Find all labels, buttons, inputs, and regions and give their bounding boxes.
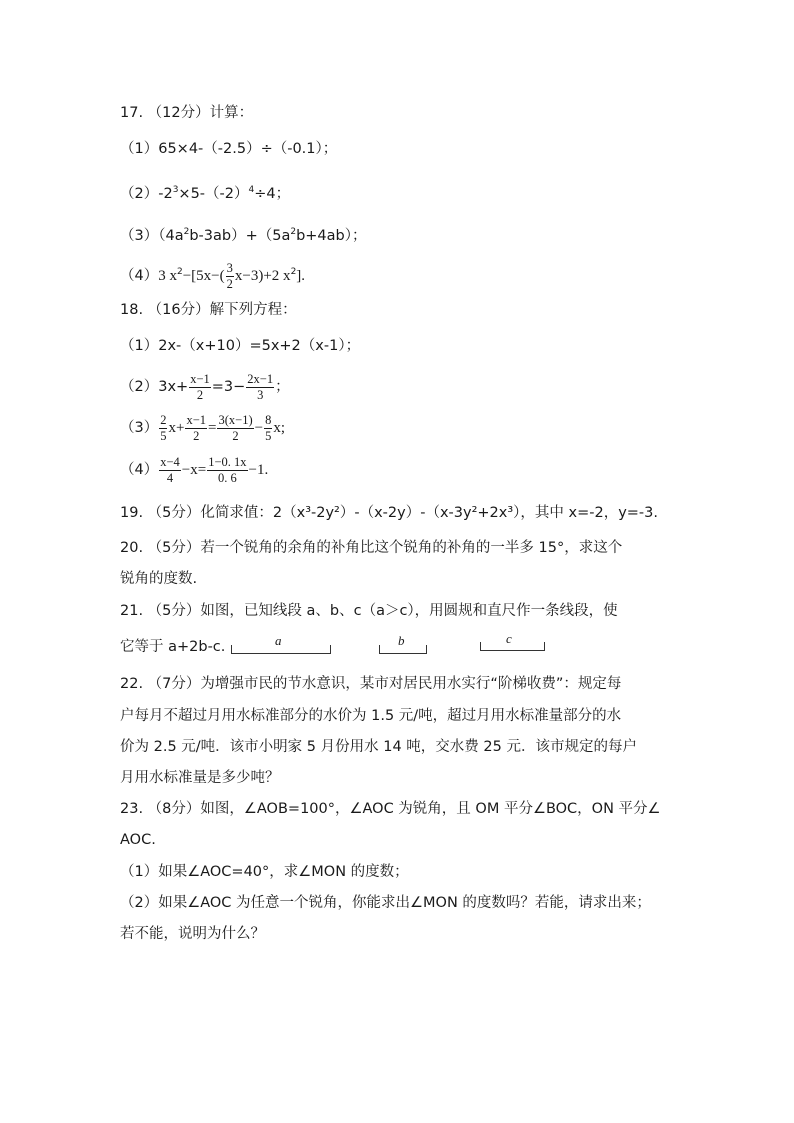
segment-c xyxy=(480,642,545,651)
q23-part1: （1）如果∠AOC=40°，求∠MON 的度数； xyxy=(120,864,409,880)
q18-part2-label: （2）3x+ xyxy=(120,379,189,395)
q20-line1: 20. （5分）若一个锐角的余角的补角比这个锐角的补角的一半多 15°，求这个 xyxy=(120,540,623,556)
q18-part3 xyxy=(120,411,285,445)
q17-part2-b: ×5-（-2） xyxy=(178,186,249,202)
q18-part3-minus: − xyxy=(254,420,264,436)
q17-part1: （1）65×4-（-2.5）÷（-0.1）； xyxy=(120,141,338,157)
q22-line4: 月用水标准量是多少吨？ xyxy=(120,770,280,786)
q23-part2-line1: （2）如果∠AOC 为任意一个锐角，你能求出∠MON 的度数吗？若能，请求出来； xyxy=(120,895,651,911)
frac-numerator: 2 xyxy=(160,412,167,427)
q17-part3-b: b-3ab）+（5a xyxy=(189,228,291,244)
frac-denominator: 2 xyxy=(226,276,233,291)
q18-part4-mid: −x= xyxy=(181,462,207,478)
frac-numerator: 2x−1 xyxy=(247,371,274,386)
q18-part4-label: （4） xyxy=(120,462,159,478)
q17-part4-frac xyxy=(226,261,234,292)
q18-part2-frac2 xyxy=(246,372,274,403)
q19: 19. （5分）化简求值：2（x³-2y²）-（x-2y）-（x-3y²+2x³），其中 x=-2，y=-3. xyxy=(120,505,658,521)
q18-part4 xyxy=(120,453,268,487)
frac-denominator: 0. 6 xyxy=(218,470,237,485)
frac-numerator: 3(x−1) xyxy=(218,412,253,427)
q23-line2: AOC. xyxy=(120,832,156,848)
frac-denominator: 5 xyxy=(160,428,167,443)
q18-part3-eq: = xyxy=(208,420,217,436)
frac-numerator: x−4 xyxy=(160,454,180,469)
q18-part3-frac3 xyxy=(217,413,253,444)
q18-part4-frac1 xyxy=(159,455,181,486)
q18-part3-frac1 xyxy=(159,413,167,444)
frac-denominator: 5 xyxy=(265,428,272,443)
q18-part4-frac2 xyxy=(207,455,247,486)
frac-denominator: 2 xyxy=(196,387,204,402)
q17-part2-exp: 3 xyxy=(172,185,179,195)
q17-part3-a: （3）（4a xyxy=(120,228,184,244)
q23-line1: 23. （8分）如图，∠AOB=100°，∠AOC 为锐角，且 OM 平分∠BOC，ON 平分∠ xyxy=(120,801,661,817)
q20-line2: 锐角的度数. xyxy=(120,571,198,587)
frac-numerator: 1−0. 1x xyxy=(208,454,247,469)
q17-part4-label: （4） xyxy=(120,268,159,284)
q18-title: 18. （16分）解下列方程： xyxy=(120,302,297,318)
q17-part3 xyxy=(120,222,367,246)
segment-c-label: c xyxy=(506,631,512,646)
q17-part4-c: x−3)+2 x xyxy=(234,268,291,284)
frac-denominator: 3 xyxy=(257,387,264,402)
frac-denominator: 2 xyxy=(193,428,200,443)
q18-part2-end: ； xyxy=(275,379,290,395)
q18-part3-frac4 xyxy=(264,413,272,444)
q18-part1: （1）2x-（x+10）=5x+2（x-1）； xyxy=(120,338,361,354)
q18-part2 xyxy=(120,370,290,404)
segment-b-label: b xyxy=(398,633,405,648)
q21-line2: 它等于 a+2b-c. xyxy=(120,639,226,655)
q17-part4-d: ]. xyxy=(296,268,306,284)
frac-numerator: 3 xyxy=(226,260,233,275)
q17-part2-a: （2）-2 xyxy=(120,186,173,202)
frac-numerator: x−1 xyxy=(190,371,210,386)
q17-part2-exp2: 4 xyxy=(248,185,255,195)
frac-numerator: 8 xyxy=(265,412,272,427)
q18-part2-mid: =3− xyxy=(211,379,246,395)
q17-part4 xyxy=(120,255,305,293)
q17-part4-b: −[5x−( xyxy=(182,268,225,284)
q18-part2-frac1 xyxy=(189,372,211,403)
q17-part3-c: b+4ab）； xyxy=(296,228,367,244)
q17-part4-sq2: 2 xyxy=(290,267,297,277)
q17-title: 17. （12分）计算： xyxy=(120,105,254,121)
frac-numerator: x−1 xyxy=(186,412,207,427)
q18-part3-x1: x+ xyxy=(168,420,185,436)
q18-part4-end: −1. xyxy=(248,462,269,478)
frac-denominator: 2 xyxy=(232,428,239,443)
q17-part4-a: 3 x xyxy=(158,268,177,284)
segment-a-label: a xyxy=(275,633,282,648)
q17-part3-sq1: 2 xyxy=(183,227,190,237)
q17-part3-sq2: 2 xyxy=(290,227,297,237)
q22-line1: 22. （7分）为增强市民的节水意识，某市对居民用水实行“阶梯收费”：规定每 xyxy=(120,676,622,692)
q22-line3: 价为 2.5 元/吨．该市小明家 5 月份用水 14 吨，交水费 25 元．该市规定的每户 xyxy=(120,739,637,755)
q18-part3-frac2 xyxy=(185,413,207,444)
q17-part2 xyxy=(120,180,290,204)
q23-part2-line2: 若不能，说明为什么？ xyxy=(120,926,265,942)
q17-part4-sq1: 2 xyxy=(176,267,183,277)
q18-part3-label: （3） xyxy=(120,420,159,436)
frac-denominator: 4 xyxy=(166,470,174,485)
q22-line2: 户每月不超过月用水标准部分的水价为 1.5 元/吨，超过月用水标准量部分的水 xyxy=(120,708,622,724)
q18-part3-end: x; xyxy=(273,420,285,436)
q21-line1: 21. （5分）如图，已知线段 a、b、c（a＞c），用圆规和直尺作一条线段，使 xyxy=(120,603,618,619)
q17-part2-c: ÷4； xyxy=(254,186,291,202)
